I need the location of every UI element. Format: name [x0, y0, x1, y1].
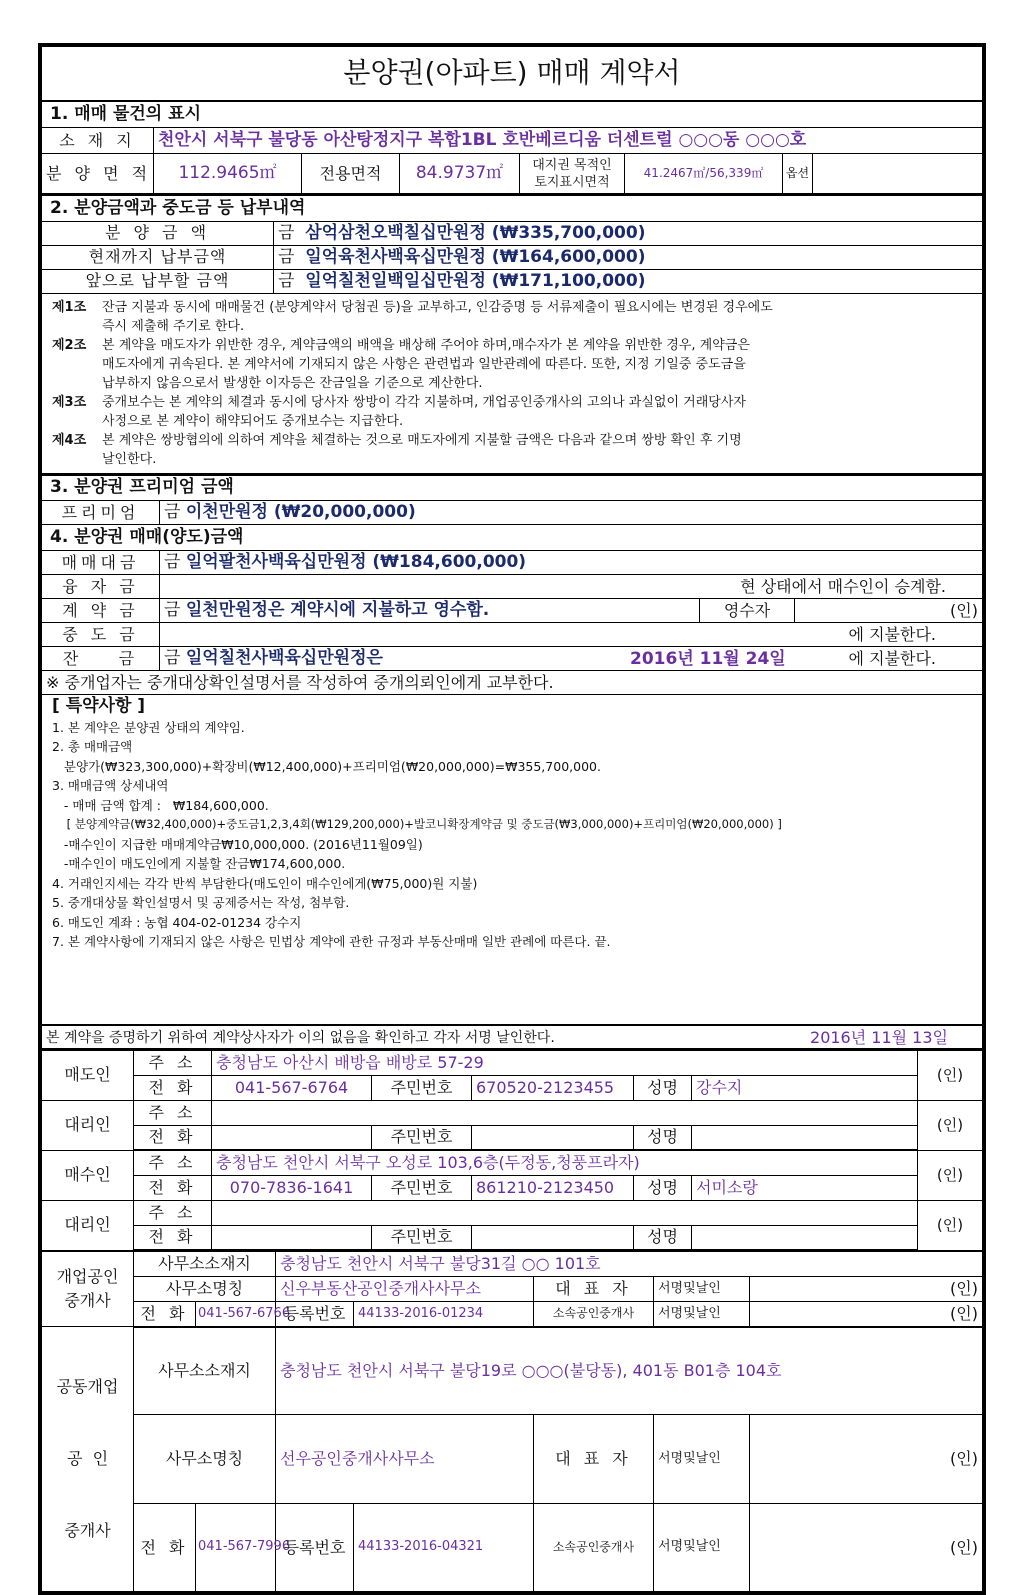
- exclusive-area-label: 전용면적: [302, 154, 400, 194]
- document-title: 분양권(아파트) 매매 계약서: [42, 47, 983, 101]
- balance-note: 에 지불한다.: [848, 649, 936, 668]
- payment-row-label: 분 양 금 액: [42, 221, 274, 245]
- seal-mark: (인): [918, 1100, 983, 1150]
- phone-label: 전 화: [134, 1125, 212, 1150]
- id-value: 670520-2123455: [472, 1075, 634, 1100]
- broker-role-line: 개업공인: [56, 1267, 119, 1286]
- premium-value: 이천만원정 (₩20,000,000): [185, 502, 416, 523]
- name-label: 성명: [634, 1175, 692, 1200]
- phone-label: 전 화: [134, 1302, 196, 1327]
- land-label-line2: 토지표시면적: [534, 174, 610, 190]
- article-number: 제2조: [52, 337, 87, 353]
- option-value: [813, 154, 983, 194]
- broker-role: [42, 1327, 134, 1592]
- section3-heading: 3. 분양권 프리미엄 금액: [42, 475, 983, 501]
- office-name-label: 사무소명칭: [134, 1415, 276, 1503]
- id-value: [472, 1125, 634, 1150]
- name-value: [692, 1125, 918, 1150]
- office-address-value: 충청남도 천안시 서북구 불당31길 ○○ 101호: [276, 1252, 983, 1277]
- balance-date: 2016년 11월 24일: [630, 649, 786, 669]
- section1-heading: 1. 매매 물건의 표시: [42, 102, 983, 128]
- article-line: 날인한다.: [102, 451, 157, 467]
- payment-row: [42, 245, 983, 269]
- broker-role-line: 중개사: [64, 1291, 111, 1310]
- article-number: 제1조: [52, 299, 87, 315]
- phone-label: 전 화: [134, 1225, 212, 1250]
- party-buyer-agent: [42, 1200, 983, 1225]
- article: [52, 393, 972, 431]
- party-role: 매수인: [42, 1150, 134, 1200]
- special-term-line: - 매매 금액 합계 : ₩184,600,000.: [52, 797, 269, 813]
- office-name-value: 선우공인중개사사무소: [276, 1415, 534, 1503]
- seal-mark: (인): [918, 1150, 983, 1200]
- broker-role: [42, 1252, 134, 1327]
- loan-note: 현 상태에서 매수인이 승계함.: [160, 575, 983, 599]
- office-name-label: 사무소명칭: [134, 1277, 276, 1302]
- phone-value: [212, 1225, 372, 1250]
- sale-area-value: 112.9465㎡: [154, 154, 302, 194]
- special-term-line: 6. 매도인 계좌 : 농협 404-02-01234 강수지: [52, 914, 302, 930]
- article-line: 잔금 지불과 동시에 매매물건 (분양계약서 당첨권 등)을 교부하고, 인감증명 등 서류제출이 필요시에는 변경된 경우에도: [102, 299, 773, 315]
- registration-value: 44133-2016-01234: [354, 1302, 534, 1327]
- registration-label: 등록번호: [276, 1302, 354, 1327]
- article: [52, 431, 972, 469]
- special-terms: [42, 695, 983, 1025]
- amount-prefix: 금: [164, 648, 181, 669]
- amount-prefix: 금: [164, 552, 181, 573]
- party-role: 대리인: [42, 1200, 134, 1250]
- balance-label: 잔 금: [42, 647, 160, 671]
- phone-value: [212, 1125, 372, 1150]
- option-label: 옵션: [783, 154, 813, 194]
- exclusive-area-value: 84.9737㎡: [400, 154, 520, 194]
- phone-value: 041-567-6766: [196, 1302, 276, 1327]
- broker-role-line: 중개사: [64, 1521, 111, 1540]
- receiver-label: 영수자: [700, 599, 795, 623]
- sign-label: 서명및날인: [654, 1302, 750, 1327]
- article-line: 사정으로 본 계약이 해약되어도 중개보수는 지급한다.: [102, 413, 404, 429]
- broker-joint: [42, 1327, 983, 1415]
- special-term-line: 5. 중개대상물 확인설명서 및 공제증서는 작성, 첨부함.: [52, 895, 350, 911]
- sign-label: 서명및날인: [654, 1277, 750, 1302]
- receiver-seal: (인): [795, 599, 983, 623]
- id-label: 주민번호: [372, 1075, 472, 1100]
- phone-label: 전 화: [134, 1175, 212, 1200]
- article: [52, 336, 972, 393]
- special-term-line: -매수인이 지급한 매매계약금₩10,000,000. (2016년11월09일): [52, 836, 423, 852]
- associate-broker-label: 소속공인중개사: [534, 1503, 654, 1591]
- amount-prefix: 금: [164, 600, 181, 621]
- special-term-line: 3. 매매금액 상세내역: [52, 778, 169, 794]
- office-address-label: 사무소소재지: [134, 1327, 276, 1415]
- office-name-value: 신우부동산공인중개사사무소: [276, 1277, 534, 1302]
- amount-prefix: 금: [164, 502, 181, 523]
- phone-value: 041-567-6764: [212, 1075, 372, 1100]
- section1-property: [41, 102, 983, 195]
- price-label: 매매대금: [42, 551, 160, 575]
- seal-mark: (인): [750, 1503, 983, 1591]
- location-label: 소 재 지: [42, 128, 154, 154]
- payment-row-value: 일억육천사백육십만원정 (₩164,600,000): [305, 246, 646, 267]
- phone-value: 070-7836-1641: [212, 1175, 372, 1200]
- associate-broker-label: 소속공인중개사: [534, 1302, 654, 1327]
- special-terms-heading: [ 특약사항 ]: [52, 696, 146, 716]
- name-label: 성명: [634, 1075, 692, 1100]
- representative-label: 대 표 자: [534, 1277, 654, 1302]
- name-label: 성명: [634, 1225, 692, 1250]
- article-number: 제4조: [52, 432, 87, 448]
- registration-label: 등록번호: [276, 1503, 354, 1591]
- special-term-line: 4. 거래인지세는 각각 반씩 부담한다(매도인이 매수인에게(₩75,000)원 지불): [52, 875, 478, 891]
- article-line: 본 계약을 매도자가 위반한 경우, 계약금액의 배액을 배상해 주어야 하며,매수자가 본 계약을 위반한 경우, 계약금은: [102, 337, 750, 353]
- name-value: [692, 1225, 918, 1250]
- id-label: 주민번호: [372, 1225, 472, 1250]
- seal-mark: (인): [750, 1415, 983, 1503]
- party-seller: [42, 1050, 983, 1075]
- address-label: 주 소: [134, 1150, 212, 1175]
- contract-page: [38, 43, 986, 1595]
- address-value: 충청남도 천안시 서북구 오성로 103,6층(두정동,청풍프라자): [212, 1150, 918, 1175]
- section3-4-amounts: [41, 474, 983, 1050]
- broker-role-line: 공동개업: [56, 1377, 119, 1396]
- payment-row-value: 일억칠천일백일십만원정 (₩171,100,000): [305, 270, 646, 291]
- name-value: 강수지: [692, 1075, 918, 1100]
- address-label: 주 소: [134, 1050, 212, 1075]
- amount-prefix: 금: [278, 246, 295, 267]
- land-label-line1: 대지권 목적인: [532, 157, 612, 173]
- price-value: 일억팔천사백육십만원정 (₩184,600,000): [185, 552, 527, 573]
- balance-value: 일억칠천사백육십만원정은: [185, 648, 383, 669]
- article: [52, 298, 972, 336]
- special-term-line: 7. 본 계약사항에 기재되지 않은 사항은 민법상 계약에 관한 규정과 부동산매매 일반 관례에 따른다. 끝.: [52, 934, 611, 950]
- deposit-value: 일천만원정은 계약시에 지불하고 영수함.: [185, 600, 490, 621]
- article-line: 본 계약은 쌍방협의에 의하여 계약을 체결하는 것으로 매도자에게 지불할 금액은 다음과 같으며 쌍방 확인 후 기명: [102, 432, 742, 448]
- special-term-line: -매수인이 매도인에게 지불할 잔금₩174,600,000.: [52, 856, 346, 872]
- seal-mark: (인): [750, 1277, 983, 1302]
- address-value: 충청남도 아산시 배방읍 배방로 57-29: [212, 1050, 918, 1075]
- article-line: 납부하지 않음으로서 발생한 이자등은 잔금일을 기준으로 계산한다.: [102, 375, 483, 391]
- location-value: 천안시 서북구 불당동 아산탕정지구 복합1BL 호반베르디움 더센트럴 ○○○동 ○○○호: [154, 128, 983, 154]
- seal-mark: (인): [918, 1200, 983, 1250]
- section2-heading: 2. 분양금액과 중도금 등 납부내역: [42, 195, 983, 221]
- land-area-label: [520, 154, 625, 194]
- deposit-label: 계 약 금: [42, 599, 160, 623]
- address-label: 주 소: [134, 1200, 212, 1225]
- attestation-text: 본 계약을 증명하기 위하여 계약상사자가 이의 없음을 확인하고 각자 서명 날인한다.: [46, 1029, 555, 1046]
- id-value: 861210-2123450: [472, 1175, 634, 1200]
- sale-area-label: 분 양 면 적: [42, 154, 154, 194]
- party-seller-agent: [42, 1100, 983, 1125]
- loan-label: 융 자 금: [42, 575, 160, 599]
- middle-payment-label: 중 도 금: [42, 623, 160, 647]
- payment-row-label: 앞으로 납부할 금액: [42, 269, 274, 293]
- premium-label: 프리미엄: [42, 501, 160, 525]
- office-address-value: 충청남도 천안시 서북구 불당19로 ○○○(불당동), 401동 B01층 104호: [276, 1327, 983, 1415]
- sign-label: 서명및날인: [654, 1503, 750, 1591]
- broker-role-line: 공 인: [66, 1449, 109, 1468]
- phone-label: 전 화: [134, 1503, 196, 1591]
- article-line: 중개보수는 본 계약의 체결과 동시에 당사자 쌍방이 각각 지불하며, 개업공인중개사의 고의나 과실없이 거래당사자: [102, 394, 746, 410]
- party-role: 대리인: [42, 1100, 134, 1150]
- address-value: [212, 1100, 918, 1125]
- seal-mark: (인): [750, 1302, 983, 1327]
- land-area-value: 41.2467㎡/56,339㎡: [625, 154, 783, 194]
- address-label: 주 소: [134, 1100, 212, 1125]
- special-term-line: 1. 본 계약은 분양권 상태의 계약임.: [52, 719, 245, 735]
- special-term-line: 분양가(₩323,300,000)+확장비(₩12,400,000)+프리미엄(₩20,000,000)=₩355,700,000.: [52, 758, 601, 774]
- attestation-date: 2016년 11월 13일: [810, 1027, 948, 1047]
- articles-block: [42, 293, 983, 473]
- party-role: 매도인: [42, 1050, 134, 1100]
- brokers-table: [41, 1251, 983, 1592]
- phone-label: 전 화: [134, 1075, 212, 1100]
- name-value: 서미소랑: [692, 1175, 918, 1200]
- amount-prefix: 금: [278, 222, 295, 243]
- middle-payment-note: 에 지불한다.: [160, 623, 983, 647]
- id-label: 주민번호: [372, 1175, 472, 1200]
- article-number: 제3조: [52, 394, 87, 410]
- payment-row: [42, 269, 983, 293]
- registration-value: 44133-2016-04321: [354, 1503, 534, 1591]
- special-term-line: 2. 총 매매금액: [52, 739, 133, 755]
- title-table: [41, 46, 983, 102]
- parties-table: [41, 1049, 983, 1251]
- broker-primary: [42, 1252, 983, 1277]
- office-address-label: 사무소소재지: [134, 1252, 276, 1277]
- amount-prefix: 금: [278, 270, 295, 291]
- id-label: 주민번호: [372, 1125, 472, 1150]
- section2-payments: [41, 194, 983, 474]
- name-label: 성명: [634, 1125, 692, 1150]
- payment-row: [42, 221, 983, 245]
- phone-value: 041-567-7996: [196, 1503, 276, 1591]
- sign-label: 서명및날인: [654, 1415, 750, 1503]
- payment-row-value: 삼억삼천오백칠십만원정 (₩335,700,000): [305, 222, 646, 243]
- article-line: 즉시 제출해 주기로 한다.: [102, 318, 245, 334]
- representative-label: 대 표 자: [534, 1415, 654, 1503]
- payment-row-label: 현재까지 납부금액: [42, 245, 274, 269]
- article-line: 매도자에게 귀속된다. 본 계약서에 기재되지 않은 사항은 관련법과 일반관례에 따른다. 또한, 지정 기일중 중도금을: [102, 356, 746, 372]
- id-value: [472, 1225, 634, 1250]
- broker-notice: ※ 중개업자는 중개대상확인설명서를 작성하여 중개의뢰인에게 교부한다.: [42, 671, 983, 695]
- address-value: [212, 1200, 918, 1225]
- party-buyer: [42, 1150, 983, 1175]
- section4-heading: 4. 분양권 매매(양도)금액: [42, 525, 983, 551]
- special-term-line: [ 분양계약금(₩32,400,000)+중도금1,2,3,4회(₩129,200,000)+발코니확장계약금 및 중도금(₩3,000,000)+프리미엄(₩20,000,000) ]: [52, 817, 782, 832]
- seal-mark: (인): [918, 1050, 983, 1100]
